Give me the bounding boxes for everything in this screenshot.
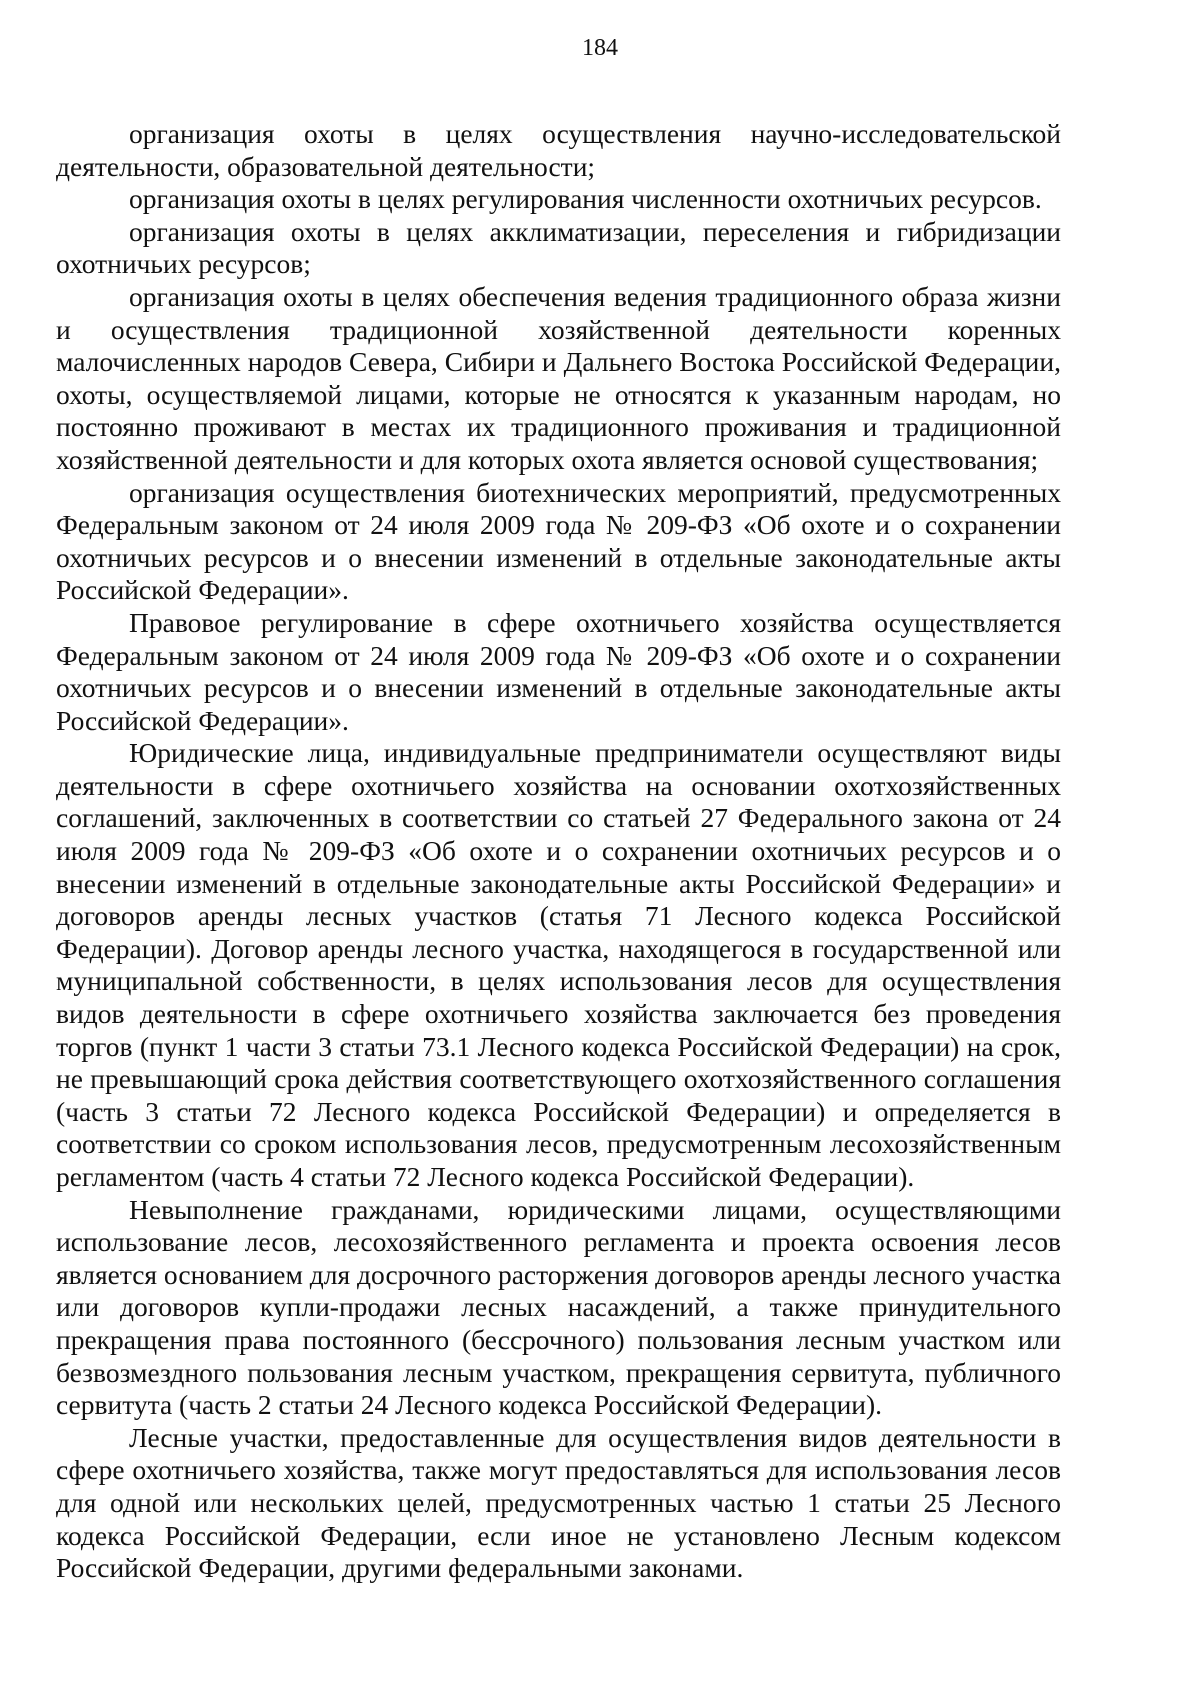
body-text	[56, 118, 1061, 1585]
paragraph: организация охоты в целях осуществления научно-исследовательской деятельности, образовательной деятельности;	[56, 118, 1061, 182]
paragraph: Невыполнение гражданами, юридическими лицами, осуществляющими использование лесов, лесохозяйственного регламента и проекта освоения лесов является основанием для досрочного расторжения договоров аренды лесного участка или договоров купли-продажи лесных насаждений, а также принудительного прекращения права постоянного (бессрочного) пользования лесным участком или безвозмездного пользования лесным участком, прекращения сервитута, публичного сервитута (часть 2 статьи 24 Лесного кодекса Российской Федерации).	[56, 1193, 1061, 1421]
paragraph: организация охоты в целях акклиматизации, переселения и гибридизации охотничьих ресурсов;	[56, 215, 1061, 280]
paragraph: организация охоты в целях обеспечения ведения традиционного образа жизни и осуществления традиционной хозяйственной деятельности коренных малочисленных народов Севера, Сибири и Дальнего Востока Российской Федерации, охоты, осуществляемой лицами, которые не относятся к указанным народам, но постоянно проживают в местах их традиционного проживания и традиционной хозяйственной деятельности и для которых охота является основой существования;	[56, 280, 1061, 475]
page-number: 184	[582, 35, 618, 61]
paragraph: Лесные участки, предоставленные для осуществления видов деятельности в сфере охотничьего хозяйства, также могут предоставляться для использования лесов для одной или нескольких целей, предусмотренных частью 1 статьи 25 Лесного кодекса Российской Федерации, если иное не установлено Лесным кодексом Российской Федерации, другими федеральными законами.	[56, 1421, 1061, 1584]
paragraph: организация охоты в целях регулирования численности охотничьих ресурсов.	[129, 183, 1042, 215]
paragraph: Правовое регулирование в сфере охотничьего хозяйства осуществляется Федеральным законом от 24 июля 2009 года № 209-ФЗ «Об охоте и о сохранении охотничьих ресурсов и о внесении изменений в отдельные законодательные акты Российской Федерации».	[56, 606, 1061, 736]
paragraph: Юридические лица, индивидуальные предприниматели осуществляют виды деятельности в сфере охотничьего хозяйства на основании охотхозяйственных соглашений, заключенных в соответствии со статьей 27 Федерального закона от 24 июля 2009 года № 209-ФЗ «Об охоте и о сохранении охотничьих ресурсов и о внесении изменений в отдельные законодательные акты Российской Федерации» и договоров аренды лесных участков (статья 71 Лесного кодекса Российской Федерации). Договор аренды лесного участка, находящегося в государственной или муниципальной собственности, в целях использования лесов для осуществления видов деятельности в сфере охотничьего хозяйства заключается без проведения торгов (пункт 1 части 3 статьи 73.1 Лесного кодекса Российской Федерации) на срок, не превышающий срока действия соответствующего охотхозяйственного соглашения (часть 3 статьи 72 Лесного кодекса Российской Федерации) и определяется в соответствии со сроком использования лесов, предусмотренным лесохозяйственным регламентом (часть 4 статьи 72 Лесного кодекса Российской Федерации).	[56, 737, 1061, 1192]
paragraph: организация осуществления биотехнических мероприятий, предусмотренных Федеральным законом от 24 июля 2009 года № 209-ФЗ «Об охоте и о сохранении охотничьих ресурсов и о внесении изменений в отдельные законодательные акты Российской Федерации».	[56, 476, 1061, 606]
